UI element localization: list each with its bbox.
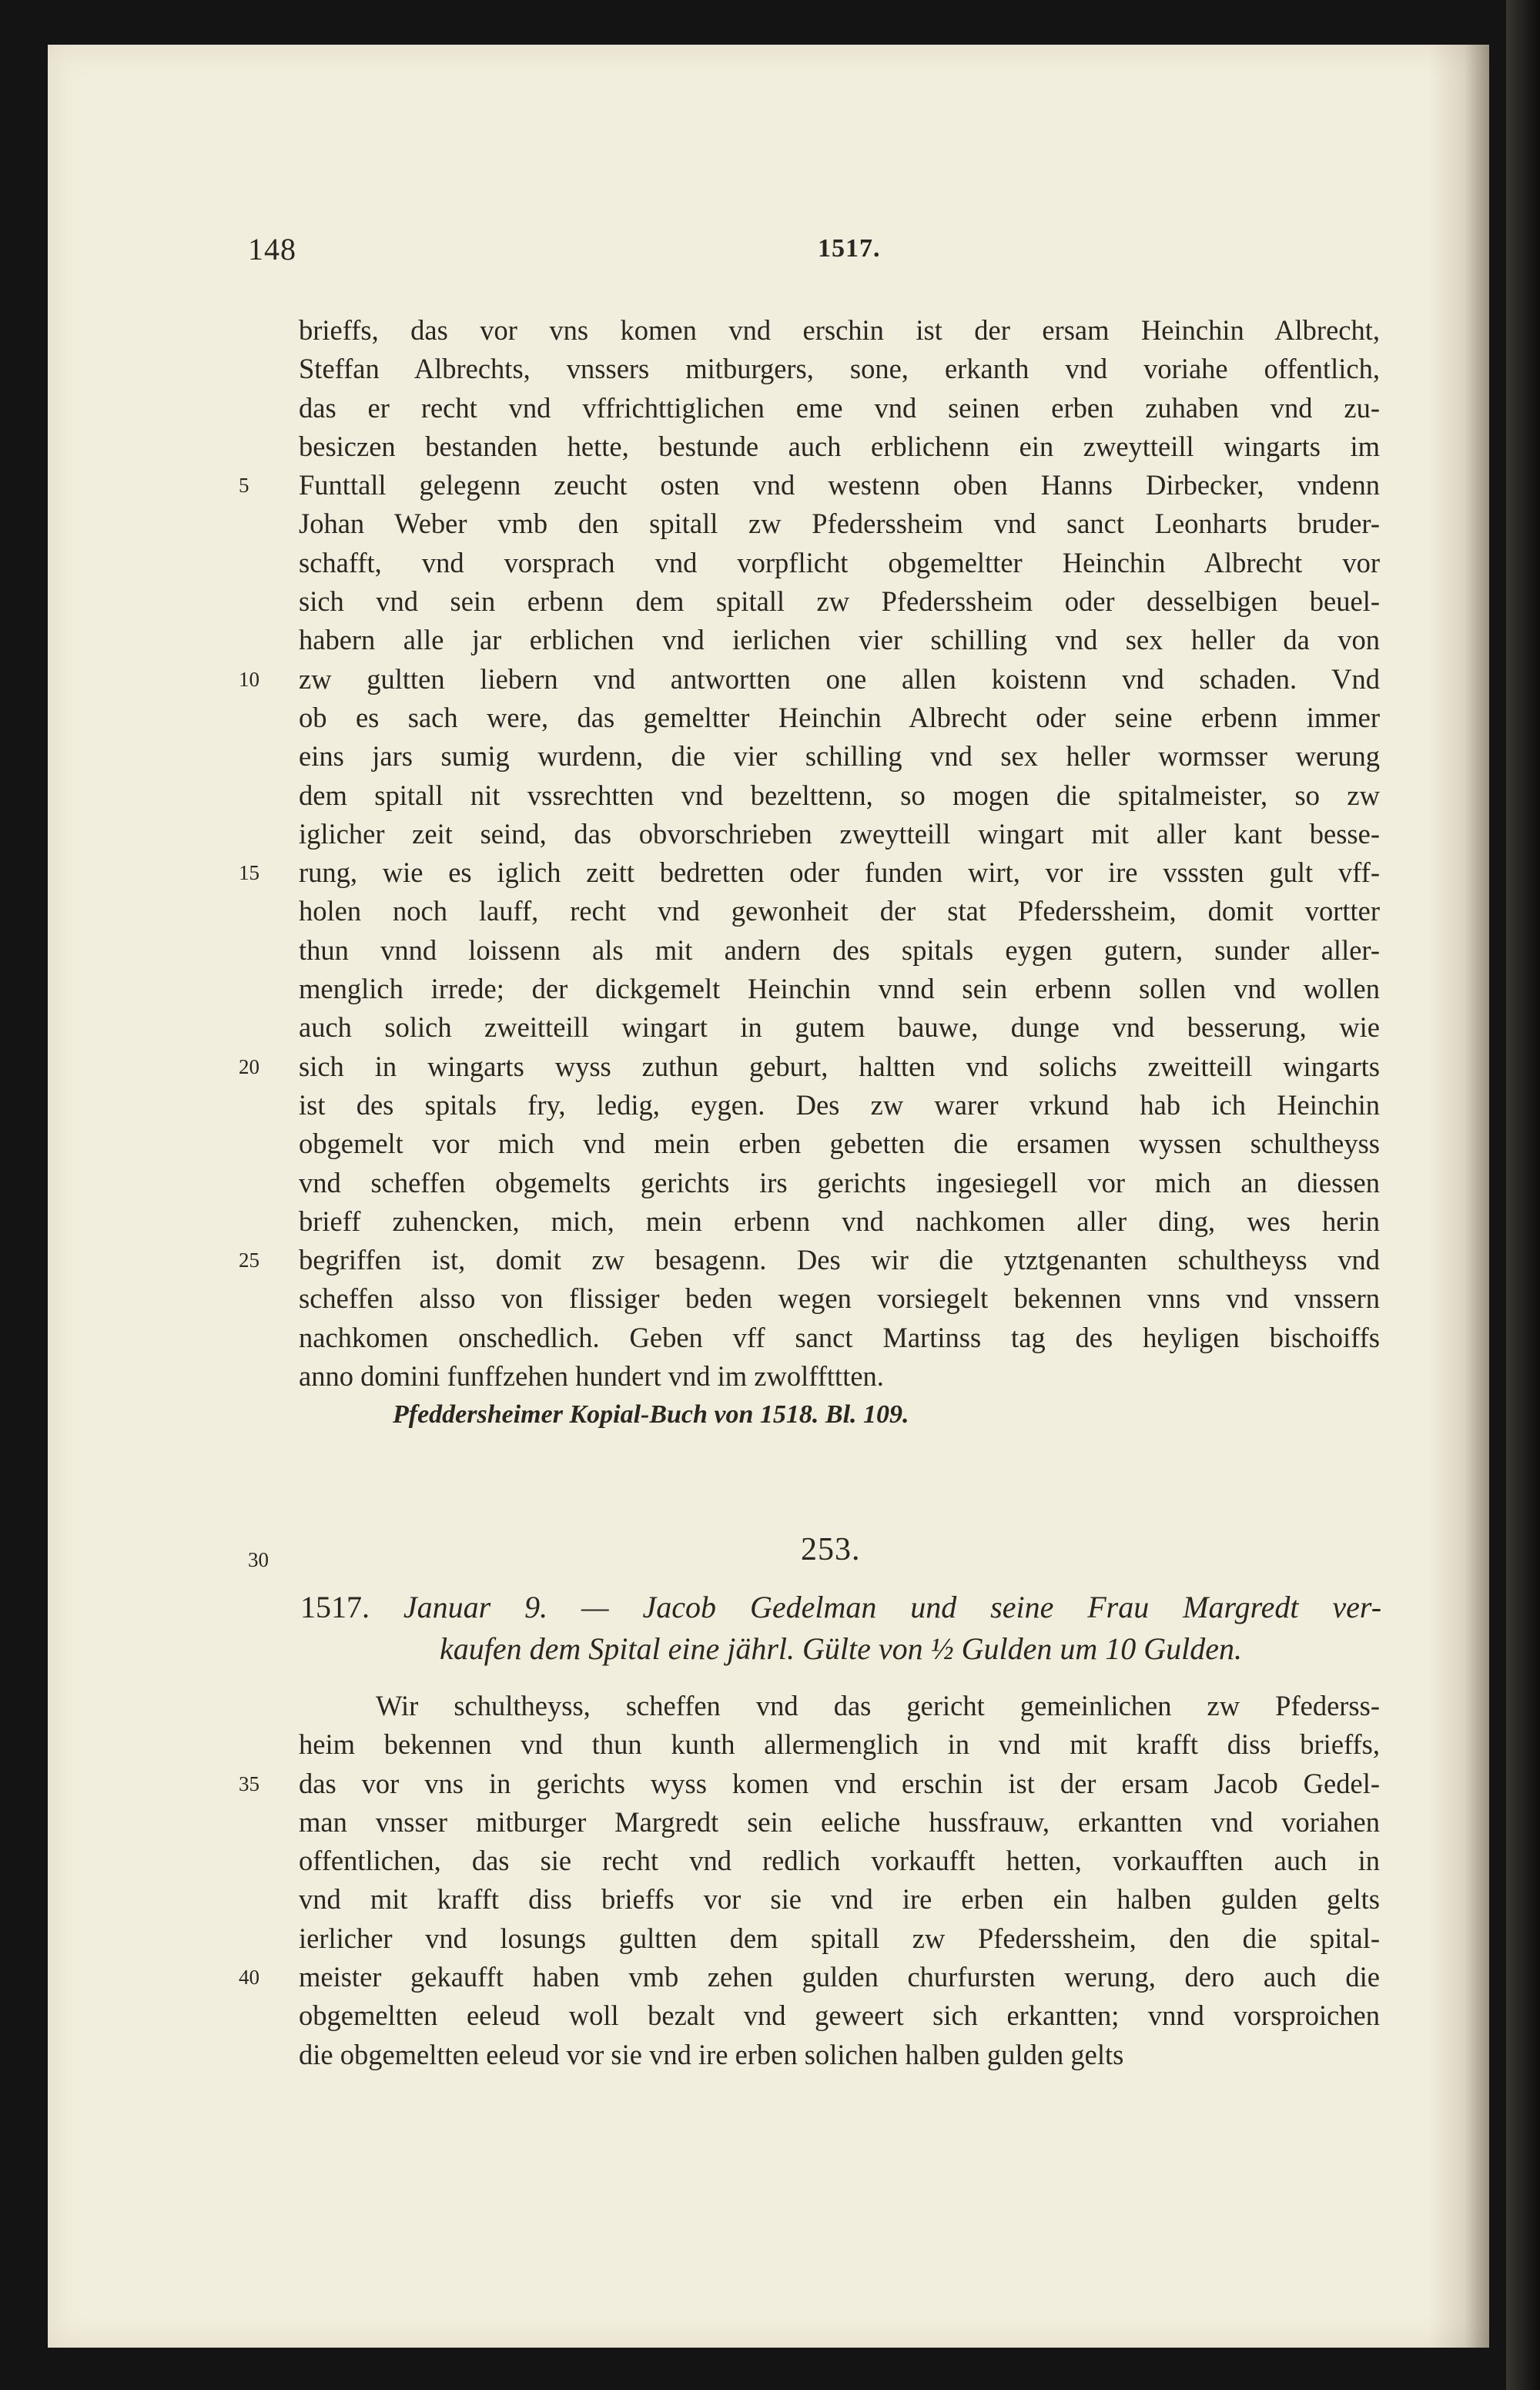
line-text: das vor vns in gerichts wyss komen vnd erschin ist der ersam Jacob Gedel- <box>299 1767 1380 1799</box>
text-line <box>299 1125 1380 1163</box>
line-text: nachkomen onschedlich. Geben vff sanct Martinss tag des heyligen bischoiffs <box>299 1321 1380 1353</box>
line-text: auch solich zweitteill wingart in gutem bauwe, dunge vnd besserung, wie <box>299 1011 1380 1044</box>
line-text: vnd mit krafft diss brieffs vor sie vnd ire erben ein halben gulden gelts <box>299 1883 1380 1916</box>
line-text: dem spitall nit vssrechtten vnd bezelttenn, so mogen die spitalmeister, so zw <box>299 779 1380 811</box>
text-line <box>299 504 1380 543</box>
text-line <box>299 1279 1380 1318</box>
text-line <box>239 466 1380 504</box>
line-number: 15 <box>239 861 259 885</box>
line-text: man vnsser mitburger Margredt sein eeliche hussfrauw, erkantten vnd voriahen <box>299 1805 1380 1838</box>
line-text: begriffen ist, domit zw besagenn. Des wir die ytztgenanten schultheyss vnd <box>299 1244 1380 1276</box>
line-text: Funttall gelegenn zeucht osten vnd westenn oben Hanns Dirbecker, vndenn <box>299 469 1380 501</box>
line-text: heim bekennen vnd thun kunth allermenglich in vnd mit krafft diss brieffs, <box>299 1728 1380 1761</box>
line-number: 35 <box>239 1772 259 1795</box>
text-line <box>239 1048 1380 1086</box>
heading-line-2: kaufen dem Spital eine jährl. Gülte von ½ Gulden um 10 Gulden. <box>439 1631 1243 1666</box>
line-number: 20 <box>239 1054 259 1078</box>
line-number: 5 <box>239 474 249 498</box>
running-year: 1517. <box>818 234 881 263</box>
text-line <box>239 660 1380 699</box>
line-text: meister gekaufft haben vmb zehen gulden churfursten werung, dero auch die <box>299 1961 1380 1993</box>
line-text: schafft, vnd vorsprach vnd vorpflicht obgemeltter Heinchin Albrecht vor <box>299 546 1380 578</box>
document-253-body <box>239 1687 1380 2074</box>
text-line <box>299 1319 1380 1357</box>
heading-year: 1517. <box>300 1590 370 1624</box>
line-text: habern alle jar erblichen vnd ierlichen vier schilling vnd sex heller da von <box>299 624 1380 656</box>
line-text: besiczen bestanden hette, bestunde auch erblichenn ein zweytteill wingarts im <box>299 430 1380 462</box>
text-line <box>299 621 1380 659</box>
text-line <box>299 1687 1380 1725</box>
text-line <box>299 699 1380 737</box>
text-line <box>299 737 1380 776</box>
line-text: anno domini funffzehen hundert vnd im zwolffttten. <box>299 1360 884 1393</box>
text-line <box>299 582 1380 621</box>
line-text: ist des spitals fry, ledig, eygen. Des zw warer vrkund hab ich Heinchin <box>299 1088 1380 1121</box>
line-number: 10 <box>239 667 259 691</box>
text-line <box>299 1803 1380 1842</box>
heading-line-1 <box>300 1587 1381 1628</box>
text-line <box>239 853 1380 892</box>
text-line <box>299 544 1380 582</box>
line-text: zw gultten liebern vnd antwortten one allen koistenn vnd schaden. Vnd <box>299 662 1380 695</box>
line-text: iglicher zeit seind, das obvorschrieben zweytteill wingart mit aller kant besse- <box>299 817 1380 850</box>
line-text: das er recht vnd vffrichttiglichen eme vnd seinen erben zuhaben vnd zu- <box>299 391 1380 424</box>
running-header <box>248 231 1388 277</box>
line-number: 40 <box>239 1966 259 1989</box>
text-line <box>299 1996 1380 2035</box>
line-text: ierlicher vnd losungs gultten dem spitall zw Pfederssheim, den die spital- <box>299 1922 1380 1954</box>
line-number: 25 <box>239 1249 259 1272</box>
text-line <box>239 1765 1380 1803</box>
text-line <box>299 1919 1380 1958</box>
line-number-30: 30 <box>248 1548 269 1571</box>
text-line <box>299 892 1380 930</box>
line-text: rung, wie es iglich zeitt bedretten oder funden wirt, vor ire vsssten gult vff- <box>299 856 1380 889</box>
line-text: vnd scheffen obgemelts gerichts irs gerichts ingesiegell vor mich an diessen <box>299 1166 1380 1198</box>
line-text: offentlichen, das sie recht vnd redlich vorkaufft hetten, vorkaufften auch in <box>299 1845 1380 1877</box>
text-line <box>299 2036 1380 2074</box>
document-number: 253. <box>801 1532 861 1567</box>
document-body-continued <box>239 311 1380 1396</box>
source-citation: Pfeddersheimer Kopial-Buch von 1518. Bl. 109. <box>393 1400 909 1429</box>
text-line <box>299 1357 1380 1396</box>
text-line <box>299 1202 1380 1241</box>
document-heading <box>300 1587 1381 1670</box>
line-text: die obgemeltten eeleud vor sie vnd ire erben solichen halben gulden gelts <box>299 2038 1124 2070</box>
text-line <box>299 776 1380 815</box>
line-text: sich in wingarts wyss zuthun geburt, haltten vnd solichs zweitteill wingarts <box>299 1050 1380 1082</box>
line-text: holen noch lauff, recht vnd gewonheit der stat Pfederssheim, domit vortter <box>299 895 1380 927</box>
line-text: sich vnd sein erbenn dem spitall zw Pfederssheim oder desselbigen beuel- <box>299 585 1380 618</box>
line-text: menglich irrede; der dickgemelt Heinchin vnnd sein erbenn sollen vnd wollen <box>299 973 1380 1005</box>
line-text: scheffen alsso von flissiger beden wegen vorsiegelt bekennen vnns vnd vnssern <box>299 1282 1380 1315</box>
text-line <box>299 931 1380 970</box>
line-text: Steffan Albrechts, vnssers mitburgers, sone, erkanth vnd voriahe offentlich, <box>299 353 1380 385</box>
page-number: 148 <box>248 232 296 266</box>
text-line <box>299 350 1380 388</box>
text-line <box>299 815 1380 853</box>
text-line <box>299 1880 1380 1919</box>
text-line <box>299 1086 1380 1125</box>
text-line <box>239 1958 1380 1996</box>
text-line <box>299 1842 1380 1880</box>
heading-line-1-text: Januar 9. — Jacob Gedelman und seine Frau Margredt ver- <box>403 1590 1382 1624</box>
line-text: obgemelt vor mich vnd mein erben gebetten die ersamen wyssen schultheyss <box>299 1128 1380 1160</box>
page-gutter-shadow <box>1428 45 1489 2348</box>
text-line <box>239 1241 1380 1279</box>
text-line <box>299 970 1380 1008</box>
line-text: obgemeltten eeleud woll bezalt vnd geweert sich erkantten; vnnd vorsproichen <box>299 1999 1380 2032</box>
line-text: thun vnnd loissenn als mit andern des spitals eygen gutern, sunder aller- <box>299 934 1380 966</box>
text-line <box>299 389 1380 427</box>
line-text: Johan Weber vmb den spitall zw Pfederssheim vnd sanct Leonharts bruder- <box>299 508 1380 540</box>
text-line <box>299 311 1380 350</box>
text-line <box>299 1725 1380 1764</box>
book-spine <box>1506 0 1540 2390</box>
line-text: brieff zuhencken, mich, mein erbenn vnd nachkomen aller ding, wes herin <box>299 1205 1380 1237</box>
line-text: Wir schultheyss, scheffen vnd das gericht gemeinlichen zw Pfederss- <box>376 1690 1380 1721</box>
text-line <box>299 1164 1380 1202</box>
line-text: ob es sach were, das gemeltter Heinchin Albrecht oder seine erbenn immer <box>299 701 1380 733</box>
line-text: brieffs, das vor vns komen vnd erschin ist der ersam Heinchin Albrecht, <box>299 314 1380 346</box>
text-line <box>299 1008 1380 1047</box>
text-line <box>299 427 1380 466</box>
line-text: eins jars sumig wurdenn, die vier schilling vnd sex heller wormsser werung <box>299 740 1380 773</box>
